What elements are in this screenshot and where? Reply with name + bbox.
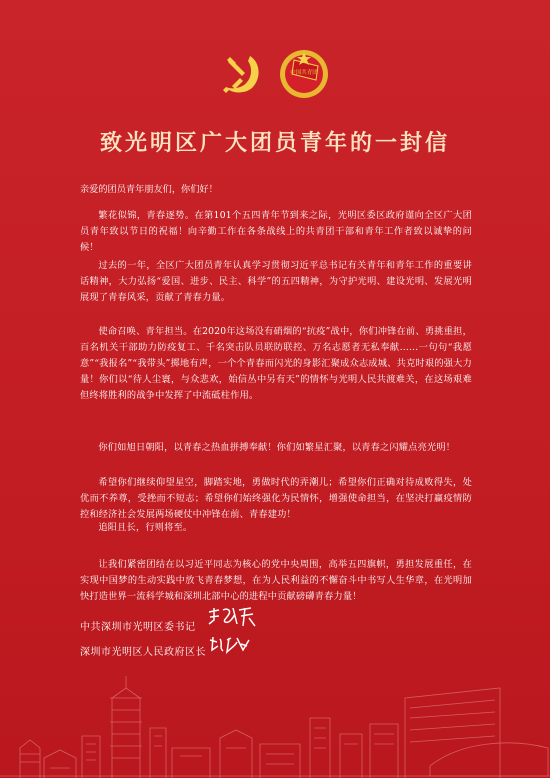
emblems (0, 44, 550, 104)
party-emblem-icon (220, 52, 264, 96)
paragraph-6: 追阳且长，行则将至。 (98, 522, 193, 533)
signature-party-secretary-title: 中共深圳市光明区委书记 (80, 622, 196, 633)
league-emblem-icon (278, 48, 330, 100)
league-emblem-text: 中国共青团 (290, 70, 318, 76)
handwritten-signature-1 (205, 604, 257, 630)
signature-district-mayor-title: 深圳市光明区人民政府区长 (80, 647, 206, 658)
paragraph-2: 过去的一年，全区广大团员青年认真学习贯彻习近平总书记有关青年和青年工作的重要讲话精神，大力弘扬“爱国、进步、民主、科学”的五四精神，为守护光明、建设光明、发展光明展现了青春风采，贡献了青春力量。 (80, 260, 472, 303)
paragraph-3: 使命召唤、青年担当。在2020年这场没有硝烟的“抗疫”战中，你们冲锋在前、勇挑重担，百名机关干部助力防疫复工、千名突击队员联防联控、万名志愿者无私奉献……一句句“我愿意”“我报名”“我带头”掷地有声，一个个青春而闪光的身影汇聚成众志成城、共克时艰的强大力量！你们以“待人尘寰，与众悲欢，始信丛中另有天”的情怀与光明人民共渡难关，在这场艰难但终将胜利的战争中发挥了中流砥柱作用。 (80, 326, 472, 401)
handwritten-signature-2 (207, 634, 251, 656)
paragraph-4: 你们如旭日朝阳，以青春之热血拼搏奉献！你们如繁星汇聚，以青春之闪耀点亮光明！ (98, 442, 456, 453)
letter-title: 致光明区广大团员青年的一封信 (99, 130, 450, 156)
paragraph-1: 繁花似锦，青春逐势。在第101个五四青年节到来之际，光明区委区政府谨向全区广大团员青年致以节日的祝福！向辛勤工作在各条战线上的共青团干部和青年工作者致以诚挚的问候！ (80, 210, 472, 253)
paragraph-5: 希望你们继续仰望星空，脚踏实地，勇做时代的弄潮儿；希望你们正确对待成败得失，处优而不养尊，受挫而不短志；希望你们始终强化为民情怀，增强使命担当，在坚决打赢疫情防控和经济社会发展两场硬仗中冲锋在前、青春建功！ (80, 477, 472, 520)
paragraph-7: 让我们紧密团结在以习近平同志为核心的党中央周围，高举五四旗帜，勇担发展重任，在实现中国梦的生动实践中放飞青春梦想，在为人民利益的不懈奋斗中书写人生华章，在光明加快打造世界一流科学城和深圳北部中心的进程中贡献磅礴青春力量！ (80, 559, 472, 602)
salutation: 亲爱的团员青年朋友们，你们好！ (80, 184, 218, 195)
city-skyline-illustration (0, 658, 550, 778)
